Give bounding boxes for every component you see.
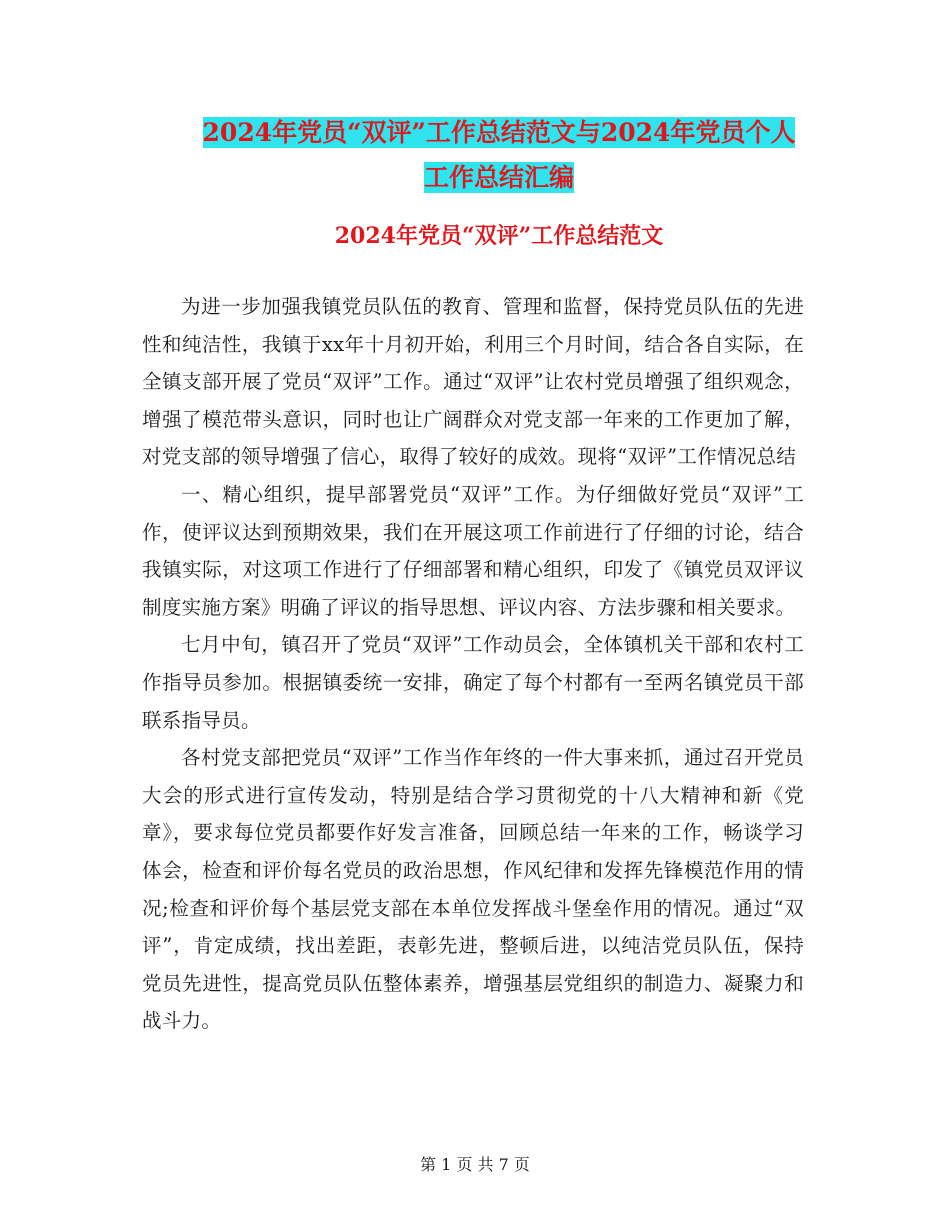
document-body xyxy=(142,288,804,1040)
paragraph-2: 一、精心组织，提早部署党员“双评”工作。为仔细做好党员“双评”工作，使评议达到预期效果，我们在开展这项工作前进行了仔细的讨论，结合我镇实际，对这项工作进行了仔细部署和精心组织，印发了《镇党员双评议制度实施方案》明确了评议的指导思想、评议内容、方法步骤和相关要求。 xyxy=(142,482,804,619)
document-title xyxy=(140,110,858,200)
paragraph-3: 七月中旬，镇召开了党员“双评”工作动员会，全体镇机关干部和农村工作指导员参加。根据镇委统一安排，确定了每个村都有一至两名镇党员干部联系指导员。 xyxy=(142,633,804,732)
paragraph-1: 为进一步加强我镇党员队伍的教育、管理和监督，保持党员队伍的先进性和纯洁性，我镇于xx年十月初开始，利用三个月时间，结合各自实际，在全镇支部开展了党员“双评”工作。通过“双评”让农村党员增强了组织观念，增强了模范带头意识，同时也让广阔群众对党支部一年来的工作更加了解，对党支部的领导增强了信心，取得了较好的成效。现将“双评”工作情况总结 xyxy=(142,295,804,469)
document-title-line2: 工作总结汇编 xyxy=(423,163,574,192)
section-title: 2024年党员“双评”工作总结范文 xyxy=(334,223,664,249)
document-title-line1: 2024年党员“双评”工作总结范文与2024年党员个人 xyxy=(202,118,796,147)
paragraph-4: 各村党支部把党员“双评”工作当作年终的一件大事来抓，通过召开党员大会的形式进行宣传发动，特别是结合学习贯彻党的十八大精神和新《党章》，要求每位党员都要作好发言准备，回顾总结一年来的工作，畅谈学习体会，检查和评价每名党员的政治思想，作风纪律和发挥先锋模范作用的情况;检查和评价每个基层党支部在本单位发挥战斗堡垒作用的情况。通过“双评”，肯定成绩，找出差距，表彰先进，整顿后进，以纯洁党员队伍，保持党员先进性，提高党员队伍整体素养，增强基层党组织的制造力、凝聚力和战斗力。 xyxy=(142,746,804,1033)
page-footer: 第 1 页 共 7 页 xyxy=(420,1155,530,1174)
